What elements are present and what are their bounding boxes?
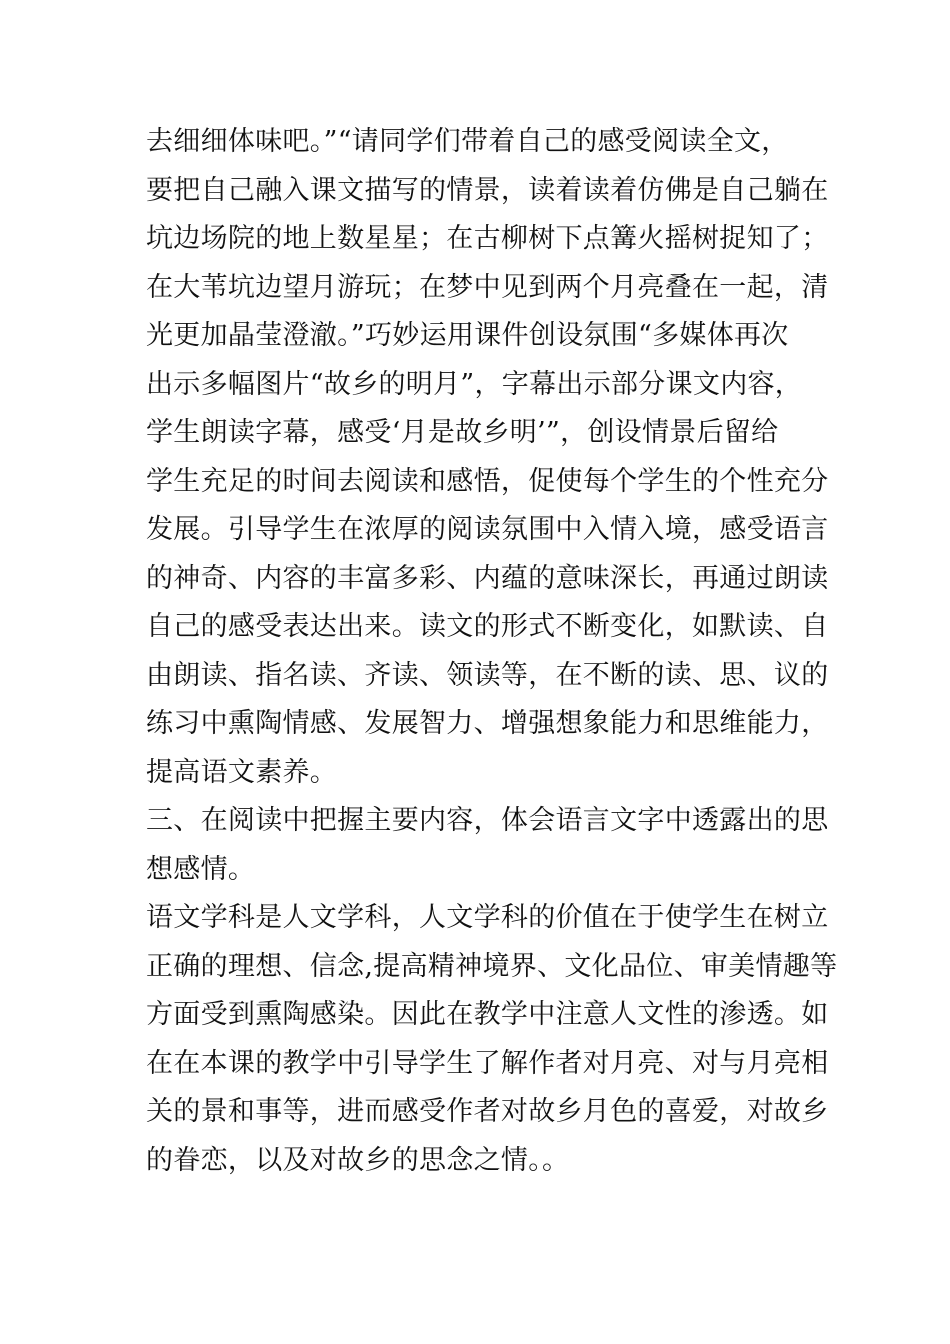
section-heading: 三、在阅读中把握主要内容，体会语言文字中透露出的思	[146, 805, 829, 836]
body-text	[146, 118, 838, 1185]
text-line: 方面受到熏陶感染。因此在教学中注意人文性的渗透。如	[146, 999, 829, 1030]
text-line: 发展。引导学生在浓厚的阅读氛围中入情入境，感受语言	[146, 514, 829, 545]
text-line: 提高语文素养。	[146, 756, 338, 788]
text-line: 的神奇、内容的丰富多彩、内蕴的意味深长，再通过朗读	[146, 562, 829, 594]
text-line: 在在本课的教学中引导学生了解作者对月亮、对与月亮相	[146, 1047, 829, 1079]
text-line: 出示多幅图片“故乡的明月”，字幕出示部分课文内容，	[146, 368, 803, 400]
text-line: 光更加晶莹澄澈。”巧妙运用课件创设氛围“多媒体再次	[146, 320, 789, 351]
text-line: 的眷恋，以及对故乡的思念之情。。	[146, 1144, 570, 1176]
text-line: 由朗读、指名读、齐读、领读等，在不断的读、思、议的	[146, 659, 829, 691]
text-line: 关的景和事等，进而感受作者对故乡月色的喜爱，对故乡	[146, 1096, 829, 1127]
text-line: 自己的感受表达出来。读文的形式不断变化，如默读、自	[146, 611, 829, 642]
text-line: 去细细体味吧。”“请同学们带着自己的感受阅读全文，	[146, 126, 789, 157]
section-heading: 想感情。	[146, 853, 256, 885]
text-line: 学生朗读字幕，感受‘月是故乡明’”，创设情景后留给	[146, 417, 779, 448]
text-line: 正确的理想、信念,提高精神境界、文化品位、审美情趣等	[146, 950, 838, 982]
text-line: 坑边场院的地上数星星；在古柳树下点篝火摇树捉知了；	[146, 223, 829, 254]
text-line: 学生充足的时间去阅读和感悟，促使每个学生的个性充分	[146, 465, 829, 497]
text-line: 在大苇坑边望月游玩；在梦中见到两个月亮叠在一起，清	[146, 271, 829, 303]
text-line: 语文学科是人文学科，人文学科的价值在于使学生在树立	[146, 902, 829, 933]
text-line: 要把自己融入课文描写的情景，读着读着仿佛是自己躺在	[146, 174, 829, 206]
text-line: 练习中熏陶情感、发展智力、增强想象能力和思维能力，	[146, 708, 829, 739]
